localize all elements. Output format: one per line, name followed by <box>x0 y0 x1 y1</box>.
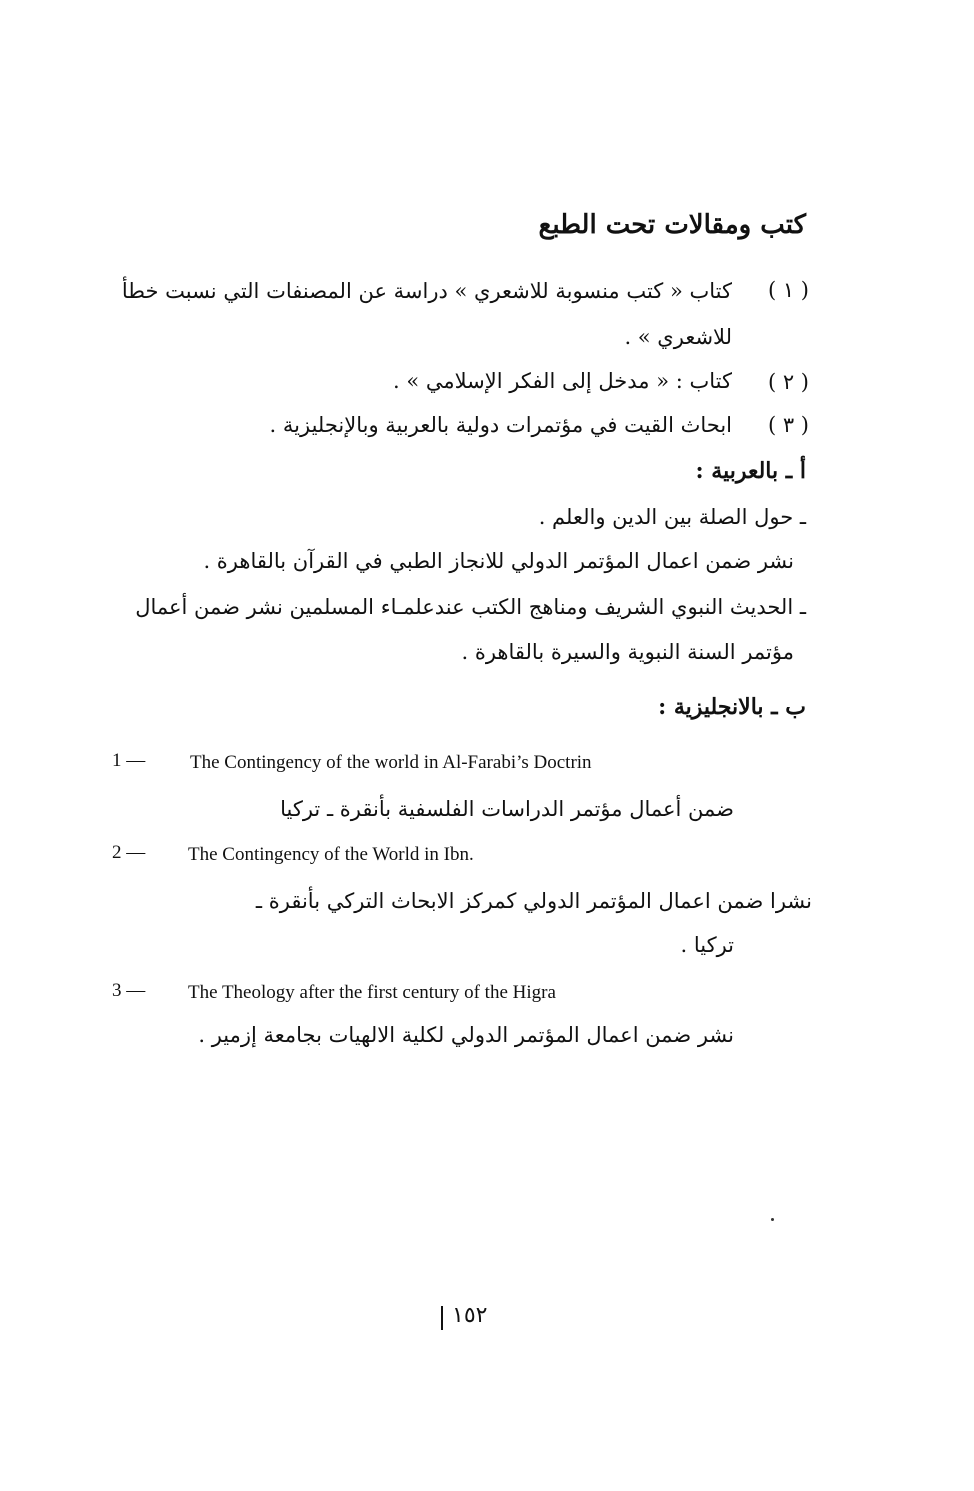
scan-speck <box>771 1218 774 1221</box>
item-text: ابحاث القيت في مؤتمرات دولية بالعربية وبالإنجليزية . <box>269 413 732 437</box>
page-number: ١٥٢ <box>452 1303 488 1328</box>
english-section-label: ب ـ بالانجليزية : <box>658 694 806 720</box>
entry-number: 1 — <box>112 750 146 771</box>
item-number: ( ٣ ) <box>767 413 809 437</box>
entry-note: نشر ضمن اعمال المؤتمر الدولي لكلية الالهيات بجامعة إزمير . <box>198 1023 734 1047</box>
arabic-line: مؤتمر السنة النبوية والسيرة بالقاهرة . <box>461 640 794 664</box>
entry-title: The Contingency of the World in Ibn. <box>188 844 474 865</box>
entry-title: The Contingency of the world in Al-Farabi’s Doctrin <box>190 752 592 773</box>
entry-note: نشرا ضمن اعمال المؤتمر الدولي كمركز الابحاث التركي بأنقرة ـ <box>255 889 812 913</box>
arabic-section-label: أ ـ بالعربية : <box>695 458 806 484</box>
item-text-continued: للاشعري » . <box>624 325 732 349</box>
entry-title: The Theology after the first century of the Higra <box>188 982 556 1003</box>
arabic-line: نشر ضمن اعمال المؤتمر الدولي للانجاز الطبي في القرآن بالقاهرة . <box>203 549 794 573</box>
item-number: ( ١ ) <box>767 278 809 302</box>
arabic-line: ـ الحديث النبوي الشريف ومناهج الكتب عندعلمـاء المسلمين نشر ضمن أعمال <box>135 595 806 619</box>
entry-number: 3 — <box>112 980 146 1001</box>
page-heading: كتب ومقالات تحت الطبع <box>538 210 806 240</box>
page-number-rule <box>441 1306 443 1330</box>
entry-note-continued: تركيا . <box>680 933 734 957</box>
item-text: كتاب : « مدخل إلى الفكر الإسلامي » . <box>393 369 732 393</box>
arabic-line: ـ حول الصلة بين الدين والعلم . <box>538 505 806 529</box>
entry-note: ضمن أعمال مؤتمر الدراسات الفلسفية بأنقرة ـ تركيا <box>280 797 734 821</box>
item-number: ( ٢ ) <box>767 370 809 394</box>
item-text: كتاب « كتب منسوبة للاشعري » دراسة عن المصنفات التي نسبت خطأ <box>121 279 732 303</box>
entry-number: 2 — <box>112 842 146 863</box>
